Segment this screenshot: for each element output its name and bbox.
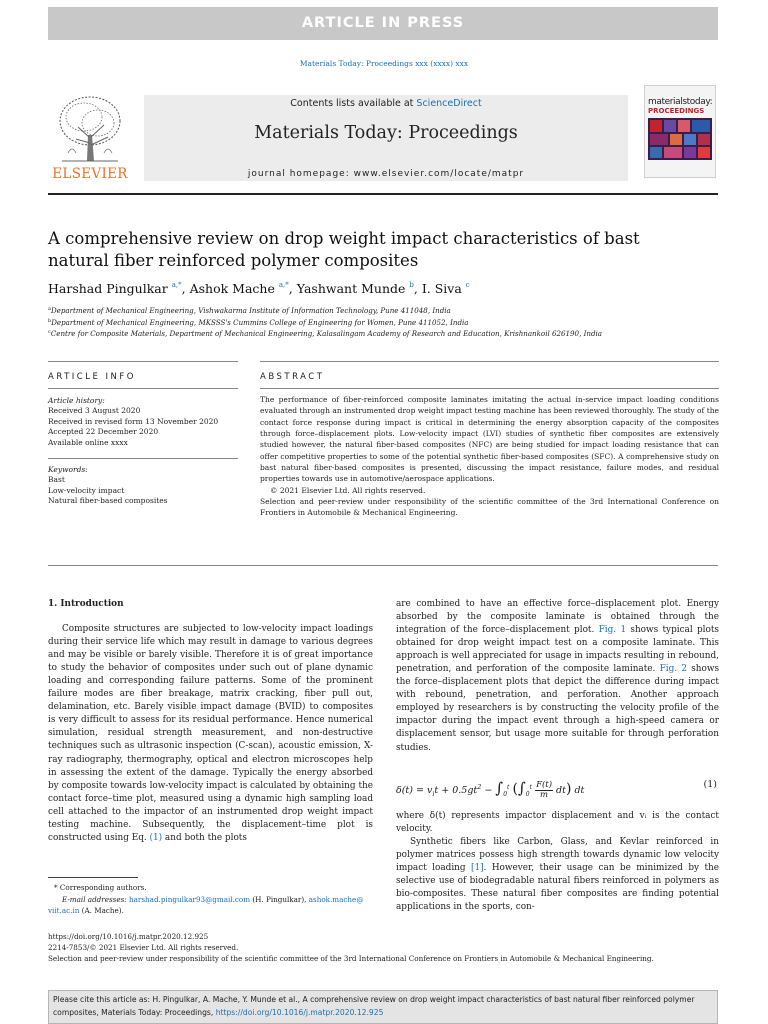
- affiliation-key: c: [48, 329, 51, 335]
- author-list: Harshad Pingulkar $^{a,*}$, Ashok Mache $^{a,*}$, Yashwant Munde $^b$, I. Siva $^c$: [48, 281, 470, 296]
- cover-subtitle: PROCEEDINGS: [648, 107, 705, 115]
- publisher-name: ELSEVIER: [52, 166, 128, 182]
- equation-expression: $\delta(t) = v_it + 0.5gt^2 - \int_0^t$ ($\int_0^t$ $\frac{F(t)}{m}$ dt) dt: [396, 779, 585, 800]
- email-owner: (H. Pingulkar),: [250, 895, 309, 904]
- paragraph-text: Composite structures are subjected to low-velocity impact loadings during their service life which may result in damage to various degrees and may be visible or barely visible. Therefore it is of great importance to study the behavior of composites under such out of plane dynamic loading and corresponding failure patterns. Some of the prominent failure modes are fiber breakage, matrix cracking, fiber pull out, delamination, etc. Barely visible impact damage (BVID) to composites is very difficult to assess for its residual performance. Hence numerical simulation, residual strength measurement, and non-destructive techniques such as ultrasonic inspection (C-scan), acoustic emission, X-ray radiography, thermography, optical and electron microscopes help in assessing the extent of the damage. Typically the energy absorbed by composite towards low-velocity impact is calculated by obtaining the contact force–time plot, measured using a dynamic high sampling load cell attached to the impactor of an instrumented drop weight impact testing machine. Subsequently, the displacement–time plot is constructed using Eq.: [48, 624, 373, 843]
- elsevier-logo[interactable]: [48, 92, 138, 184]
- author-name[interactable]: I. Siva: [421, 281, 462, 296]
- affiliation: [48, 318, 468, 327]
- affiliation-text: Centre for Composite Materials, Department of Mechanical Engineering, Kalasalingam Academy of Research and Education, Krishnankoil 626190, India: [50, 329, 602, 338]
- paragraph-text: shows the force–displacement plots that depict the difference during impact with rebound, penetration, and perforation. Another approach employed by researchers is by constructing the velocity profile of the impactor during the impact event through a high-speed camera or displacement sensor, but usage more suitable for through perforation studies.: [396, 664, 720, 753]
- abstract-copyright: © 2021 Elsevier Ltd. All rights reserved.: [270, 485, 426, 495]
- paragraph: [396, 836, 719, 914]
- figure-1-link[interactable]: Fig. 1: [598, 625, 627, 636]
- author-affiliation-marker[interactable]: c: [465, 281, 470, 289]
- reference-link[interactable]: [1]: [471, 863, 484, 874]
- affiliation-key: b: [48, 318, 52, 324]
- paragraph: where δ(t) represents impactor displacement and vᵢ is the contact velocity.: [396, 811, 719, 835]
- cover-title: materialstoday:: [648, 97, 713, 107]
- author-name[interactable]: Yashwant Munde: [296, 281, 406, 296]
- abstract-rule: [260, 388, 719, 389]
- journal-header: [48, 92, 718, 184]
- email-link[interactable]: viit.ac.in: [48, 906, 80, 915]
- author-name[interactable]: Harshad Pingulkar: [48, 281, 168, 296]
- affiliation: [48, 306, 451, 315]
- history-received: Received 3 August 2020: [48, 406, 141, 416]
- issn-copyright: 2214-7853/© 2021 Elsevier Ltd. All rights reserved.: [48, 943, 239, 952]
- article-in-press-banner: ARTICLE IN PRESS: [48, 7, 718, 40]
- email-link[interactable]: ashok.mache@: [308, 895, 364, 904]
- author-affiliation-marker[interactable]: a,*: [278, 281, 289, 289]
- abstract-text: The performance of fiber-reinforced composite laminates imitating the actual in-service impact loading conditions evaluated through an instrumented drop weight impact testing machine has been reviewed thoroughly. The study of the contact force response during impact is critical in determining the energy absorption capacity of the composites through force–displacement plots. Low-velocity impact (LVI) studies of synthetic fiber composites are extensively studied however, the natural fiber-based composites (NFC) are being studied for impact loading resistance that can offer competitive properties to some of the potential synthetic fiber-based composites (SFC). A comprehensive study on bast natural fiber-based composites is presented, discussing the impact resistance, failure modes, and residual properties towards use in automotive/aerospace applications.: [260, 395, 719, 484]
- journal-reference-link[interactable]: Materials Today: Proceedings xxx (xxxx) xxx: [299, 59, 469, 68]
- section-heading-introduction: 1. Introduction: [48, 599, 124, 609]
- paragraph-text: shows typical plots obtained for drop weight impact test on a composite laminate. This approach is well appreciated for usage in impacts resulting in rebound, penetration, and perforation of the composite laminate.: [396, 625, 719, 675]
- author-affiliation-marker[interactable]: a,*: [171, 281, 182, 289]
- history-online: Available online xxxx: [48, 437, 128, 447]
- doi-link[interactable]: https://doi.org/10.1016/j.matpr.2020.12.925: [48, 932, 209, 941]
- abstract-rule-top: [260, 361, 719, 362]
- abstract-body: [260, 394, 719, 519]
- article-info-rule: [48, 388, 238, 389]
- email-addresses: [62, 895, 364, 905]
- author-affiliation-marker[interactable]: b: [409, 281, 414, 289]
- keywords-label: Keywords:: [48, 465, 88, 474]
- citation-text: Please cite this article as: H. Pingulkar, A. Mache, Y. Munde et al., A comprehensive review on drop weight impact characteristics of bast natural fiber reinforced polymer composites, Materials Today: Proceedings,: [53, 995, 695, 1017]
- journal-homepage[interactable]: journal homepage: www.elsevier.com/locate/matpr: [247, 169, 525, 179]
- equation-number: (1): [703, 779, 717, 790]
- contents-prefix: Contents lists available at: [290, 98, 417, 109]
- paragraph-text: are combined to have an effective force–displacement plot. Energy absorbed by the composite laminate is obtained through the integration of the force–displacement plot.: [396, 599, 719, 636]
- journal-cover-thumbnail[interactable]: [644, 85, 716, 178]
- footnote-divider: [48, 877, 138, 878]
- equation-link[interactable]: (1): [149, 832, 163, 843]
- paragraph: [48, 623, 373, 845]
- journal-title: Materials Today: Proceedings: [254, 123, 518, 143]
- elsevier-tree-icon: [54, 95, 126, 165]
- abstract-heading: ABSTRACT: [260, 372, 325, 382]
- keywords: [48, 465, 168, 507]
- header-divider: [48, 193, 718, 195]
- affiliation-key: a: [48, 306, 51, 312]
- keyword: Bast: [48, 475, 65, 485]
- email-owner: (A. Mache).: [79, 906, 124, 915]
- figure-2-link[interactable]: Fig. 2: [659, 664, 687, 675]
- author-name[interactable]: Ashok Mache: [189, 281, 275, 296]
- cover-artwork: [648, 118, 712, 160]
- paragraph-text: and both the plots: [162, 832, 247, 843]
- article-history: [48, 396, 218, 448]
- history-label: Article history:: [48, 396, 105, 405]
- journal-info-box: [144, 95, 628, 181]
- affiliation-text: Department of Mechanical Engineering, MKSSS's Cummins College of Engineering for Women, Pune 411052, India: [51, 318, 469, 327]
- footer-peer-review: Selection and peer-review under responsibility of the scientific committee of the 3rd International Conference on Frontiers in Automobile & Mechanical Engineering.: [48, 954, 654, 963]
- contents-available-line: [144, 98, 628, 109]
- citation-box: [48, 990, 718, 1024]
- email-addresses-continued: [48, 906, 124, 916]
- affiliation: [48, 329, 602, 338]
- affiliation-text: Department of Mechanical Engineering, Vishwakarma Institute of Information Technology, Pune 411048, India: [50, 306, 451, 315]
- abstract-peer-review: Selection and peer-review under responsibility of the scientific committee of the 3rd International Conference on Frontiers in Automobile & Mechanical Engineering.: [260, 497, 719, 518]
- paragraph-text: Synthetic fibers like Carbon, Glass, and Kevlar reinforced in polymer matrices possess high strength towards dynamic low velocity impact loading: [396, 837, 719, 874]
- history-accepted: Accepted 22 December 2020: [48, 427, 159, 437]
- email-label: E-mail addresses:: [62, 895, 129, 904]
- article-info-rule-top: [48, 361, 238, 362]
- article-info-heading: ARTICLE INFO: [48, 372, 136, 382]
- equation-1: [396, 769, 719, 805]
- keyword: Low-velocity impact: [48, 485, 125, 495]
- article-title: A comprehensive review on drop weight impact characteristics of bast natural fiber reinforced polymer composites: [48, 229, 640, 270]
- history-revised: Received in revised form 13 November 2020: [48, 416, 219, 426]
- email-link[interactable]: harshad.pingulkar93@gmail.com: [129, 895, 251, 904]
- body-column-right-continued: [396, 810, 719, 914]
- keywords-rule: [48, 458, 238, 459]
- keyword: Natural fiber-based composites: [48, 496, 168, 506]
- paragraph-text: . However, their usage can be minimized by the selective use of biodegradable natural fibers reinforced in polymers as bio-composites. These natural fiber composites are finding potential applications in the sports, con-: [396, 863, 719, 913]
- citation-doi-link[interactable]: https://doi.org/10.1016/j.matpr.2020.12.925: [215, 1007, 384, 1017]
- sciencedirect-link[interactable]: ScienceDirect: [416, 98, 482, 109]
- body-column-right: [396, 598, 719, 755]
- paragraph: [396, 598, 719, 755]
- corresponding-author-note: * Corresponding authors.: [54, 883, 147, 892]
- body-column-left: [48, 598, 373, 845]
- abstract-bottom-rule: [48, 565, 718, 566]
